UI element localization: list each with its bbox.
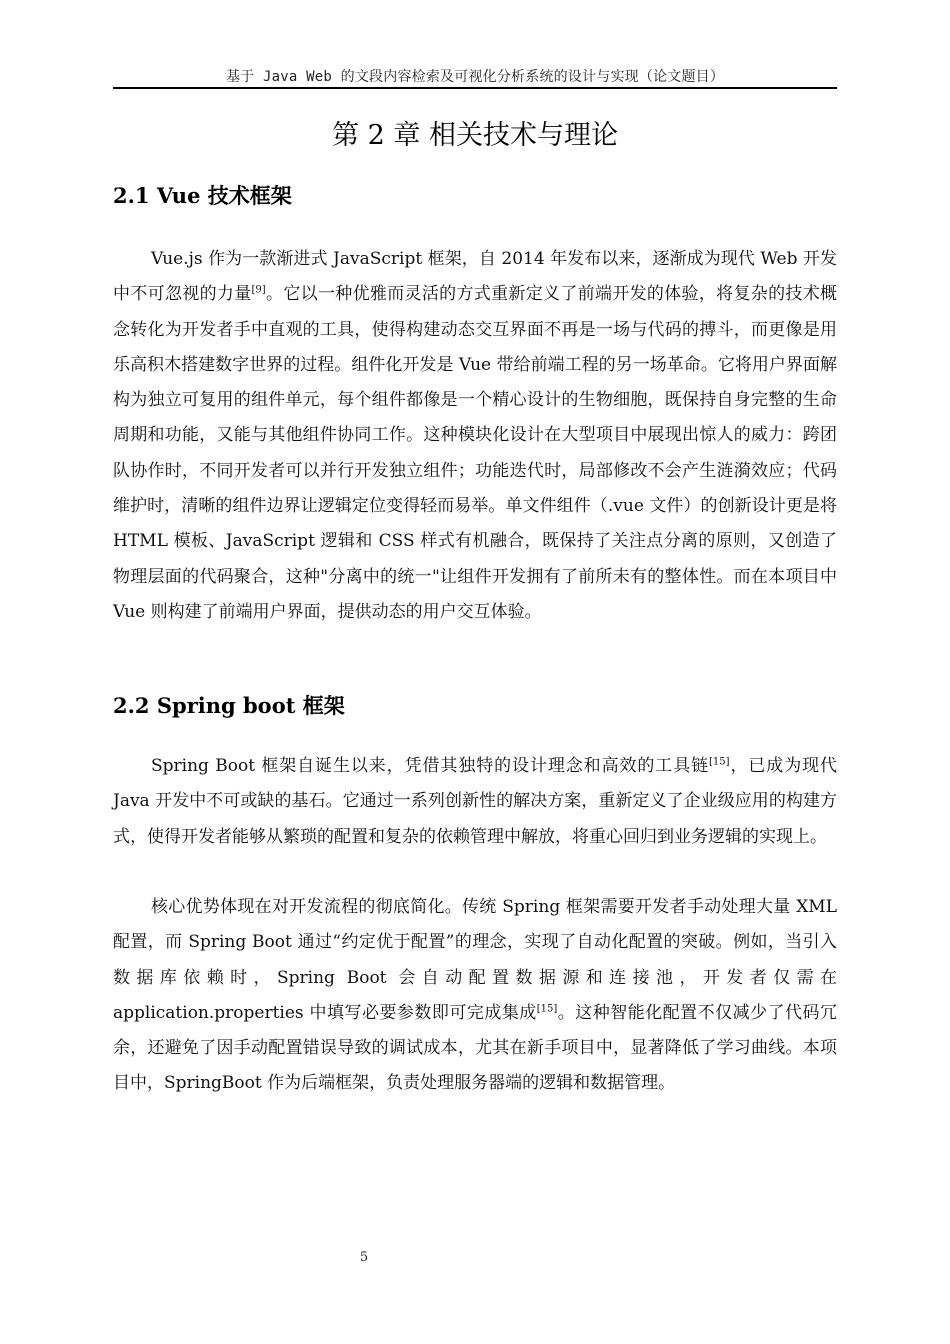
paragraph-text: Vue.js 作为一款渐进式 JavaScript 框架，自 2014 年发布以来，逐渐成为现代 Web 开发中不可忽视的力量 [113, 249, 837, 305]
header-rule [113, 87, 837, 89]
paragraph-spring-boot-intro [113, 749, 837, 855]
paragraph-text: 。它以一种优雅而灵活的方式重新定义了前端开发的体验，将复杂的技术概念转化为开发者手中直观的工具，使得构建动态交互界面不再是一场与代码的搏斗，而更像是用乐高积木搭建数字世界的过程。组件化开发是 Vue 带给前端工程的另一场革命。它将用户界面解构为独立可复用的组件单元，每个组件都像是一个精心设计的生物细胞，既保持自身完整的生命周期和功能，又能与其他组件协同工作。这种模块化设计在大型项目中展现出惊人的威力：跨团队协作时，不同开发者可以并行开发独立组件；功能迭代时，局部修改不会产生涟漪效应；代码维护时，清晰的组件边界让逻辑定位变得轻而易举。单文件组件（.vue 文件）的创新设计更是将 HTML 模板、JavaScript 逻辑和 CSS 样式有机融合，既保持了关注点分离的原则，又创造了物理层面的代码聚合，这种"分离中的统一"让组件开发拥有了前所未有的整体性。而在本项目中 Vue 则构建了前端用户界面，提供动态的用户交互体验。 [113, 284, 838, 622]
citation: [9] [251, 284, 266, 296]
paragraph-vue [113, 242, 837, 630]
section-heading-2-2: 2.2 Spring boot 框架 [113, 693, 345, 718]
page-number: 5 [359, 1250, 369, 1265]
citation: [15] [709, 756, 730, 768]
paragraph-text: Spring Boot 框架自诞生以来，凭借其独特的设计理念和高效的工具链 [151, 756, 710, 776]
paragraph-spring-boot-advantages [113, 890, 837, 1102]
paragraph-text: 核心优势体现在对开发流程的彻底简化。传统 Spring 框架需要开发者手动处理大量 XML 配置，而 Spring Boot 通过“约定优于配置”的理念，实现了自动化配置的突破。例如，当引入数据库依赖时，Spring Boot 会自动配置数据源和连接池，开发者仅需在 application.properties 中填写必要参数即可完成集成 [113, 897, 837, 1023]
paragraph-text: ，已成为现代 Java 开发中不可或缺的基石。它通过一系列创新性的解决方案，重新定义了企业级应用的构建方式，使得开发者能够从繁琐的配置和复杂的依赖管理中解放，将重心回归到业务逻辑的实现上。 [113, 756, 838, 847]
citation: [15] [536, 1003, 558, 1015]
running-header-title: 基于 Java Web 的文段内容检索及可视化分析系统的设计与实现（论文题目） [225, 69, 725, 85]
chapter-title: 第 2 章 相关技术与理论 [332, 120, 618, 151]
paragraph-text: 。这种智能化配置不仅减少了代码冗余，还避免了因手动配置错误导致的调试成本，尤其在新手项目中，显著降低了学习曲线。本项目中，SpringBoot 作为后端框架，负责处理服务器端的逻辑和数据管理。 [113, 1002, 837, 1094]
section-heading-2-1: 2.1 Vue 技术框架 [113, 183, 292, 208]
